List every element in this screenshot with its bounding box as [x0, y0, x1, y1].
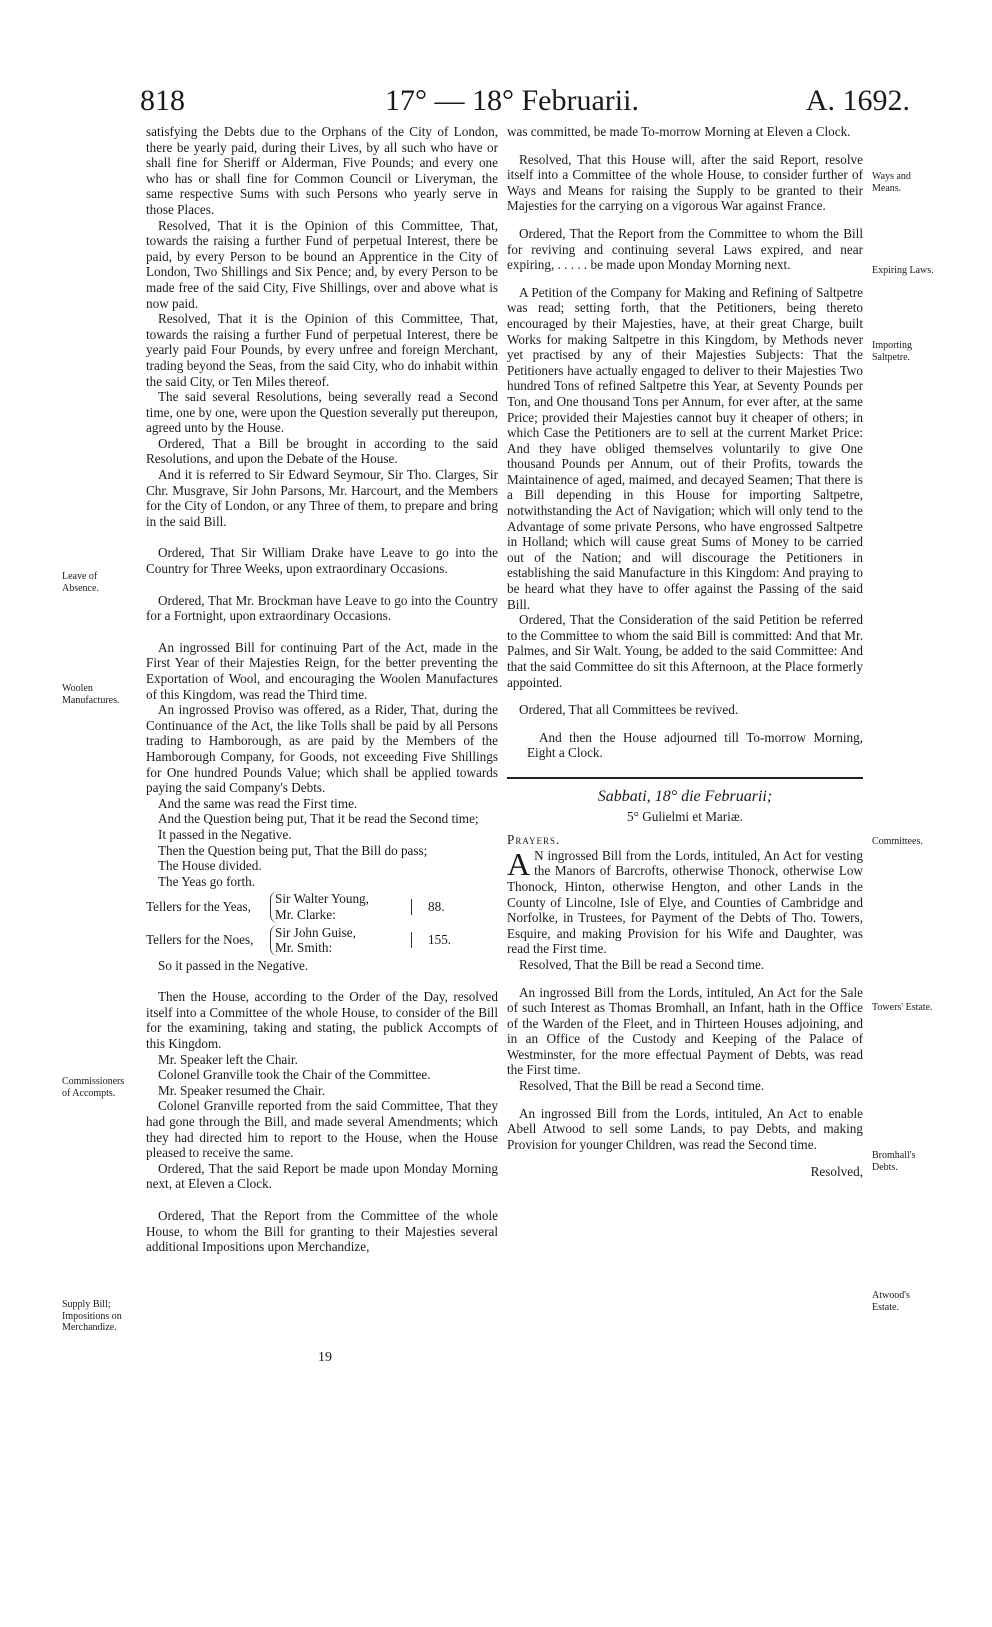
tellers-names [270, 925, 417, 956]
paragraph: And it is referred to Sir Edward Seymour, Sir Tho. Clarges, Sir Chr. Musgrave, Sir John Parsons, Mr. Harcourt, and the Members for the City of London, or any Three of them, to prepare and bring in the said Bill. [146, 467, 498, 529]
paragraph: And the Question being put, That it be read the Second time; [158, 811, 479, 827]
margin-note: Importing Saltpetre. [872, 340, 912, 363]
margin-note: Supply Bill; Impositions on Merchandize. [62, 1299, 122, 1333]
margin-note: Woolen Manufactures. [62, 683, 120, 706]
paragraph [507, 845, 863, 957]
paragraph: Resolved, That this House will, after the said Report, resolve itself into a Committee of the whole House, to consider further of Ways and Means for raising the Supply to be granted to their Majesties for the carrying on a vigorous War against France. [507, 151, 863, 214]
paragraph: An ingrossed Bill from the Lords, intituled, An Act for the Sale of such Interest as Thomas Bromhall, an Infant, hath in the Office of the Warden of the Fleet, and in Thirteen Houses adjoining, and in an Office of the Custody and Keeping of the Palace of Westminster, for the more effectual Payment of Debts, was read the First time. [507, 984, 863, 1078]
teller-name: Mr. Smith: [275, 940, 333, 956]
paragraph: Mr. Speaker left the Chair. [158, 1051, 298, 1067]
paragraph: Ordered, That Sir William Drake have Leave to go into the Country for Three Weeks, upon extraordinary Occasions. [146, 545, 498, 577]
margin-note: Leave of Absence. [62, 571, 99, 594]
page-date: 17° — 18° Februarii. [385, 84, 639, 117]
catchword: Resolved, [810, 1164, 863, 1180]
page-number: 818 [140, 84, 185, 117]
paragraph-text: N ingrossed Bill from the Lords, intituled, An Act for vesting the Manors of Barcrofts, otherwise Thonock, otherwise Low Thonock, Hinton, otherwise Hengton, and other Lands in the County of Lincolne, Isle of Elye, and Counties of Cambridge and Norfolke, in Trustees, for Payment of the Debts of Tho. Towers, Esquire, and making Provision for his Wife and Daughter, was read the First time. [507, 847, 863, 957]
paragraph: An ingrossed Proviso was offered, as a Rider, That, during the Continuance of the Act, the like Tolls shall be paid by all Persons trading to Hamborough, as are paid by the Members of the Hamborough Company, for Goods, not exceeding Five Shillings for One hundred Pounds Value; which shall be applied towards paying the said Company's Debts. [146, 702, 498, 796]
paragraph: Resolved, That it is the Opinion of this Committee, That, towards the raising a further Fund of perpetual Interest, there be paid, by every Person to be bound an Apprentice in the City of London, Two Shillings and Six Pence; and, by every Person to be made free of the said City, Five Shillings, over and above what is now paid. [146, 217, 498, 311]
prayers-heading: Prayers. [507, 832, 561, 848]
paragraph: Ordered, That the Consideration of the said Petition be referred to the Committee to whom the said Bill is committed: And that Mr. Palmes, and Sir Walt. Young, be added to the said Committee: And that the said Committee do sit this Afternoon, at the Place formerly appointed. [507, 612, 863, 690]
signature-mark: 19 [318, 1350, 332, 1365]
tellers-yeas [146, 891, 498, 922]
paragraph: The Yeas go forth. [158, 873, 256, 889]
tellers-names [270, 891, 417, 922]
page-year: A. 1692. [805, 84, 910, 117]
left-column [146, 124, 498, 1255]
paragraph: Then the Question being put, That the Bill do pass; [158, 842, 428, 858]
margin-note: Atwood's Estate. [872, 1290, 910, 1313]
margin-note: Committees. [872, 836, 923, 847]
paragraph: Ordered, That the Report from the Committee of the whole House, to whom the Bill for granting to their Majesties several additional Impositions upon Merchandize, [146, 1208, 498, 1255]
paragraph: A Petition of the Company for Making and Refining of Saltpetre was read; setting forth, that the Petitioners, being thereto encouraged by their Majesties, have, at their great Charge, built Works for making Saltpetre in this Kingdom, by Methods never yet practised by any of their Majesties Subjects: That the Petitioners have actually engaged to deliver to their Majesties Two hundred Tons of refined Saltpetre this Year, at Seventy Pounds per Ton, and One thousand Tons per Annum, for ever after, at the same Price; provided their Majesties cannot buy it cheaper of others; in which Case the Petitioners are to sell at the current Market Price: And they have obliged themselves voluntarily to give One thousand Pounds per Annum, out of their Profits, towards the Maintainence of aged, maimed, and decayed Seamen; That there is a Bill depending in this House for importing Saltpetre, notwithstanding the Act of Navigation; which will only tend to the Advantage of some private Persons, who have engrossed Saltpetre in Holland; which will cause great Sums of Money to be carried out of the Nation; and will discourage the Petitioners in establishing the said Manufacture in this Kingdom: And praying to be heard what they have to offer against the Passing of the said Bill. [507, 284, 863, 612]
paragraph: An ingrossed Bill for continuing Part of the Act, made in the First Year of their Majesties Reign, for the better preventing the Exportation of Wool, and encouraging the Woolen Manufactures of this Kingdom, was read the Third time. [146, 639, 498, 702]
teller-name: Mr. Clarke: [275, 906, 336, 922]
teller-name: Sir John Guise, [275, 924, 356, 940]
tellers-count: 88. [411, 899, 488, 915]
paragraph: Resolved, That the Bill be read a Second time. [519, 1078, 765, 1094]
paragraph: Colonel Granville took the Chair of the Committee. [158, 1067, 431, 1083]
drop-cap: A [507, 845, 531, 882]
tellers-label: Tellers for the Yeas, [146, 899, 251, 915]
paragraph: Colonel Granville reported from the said Committee, That they had gone through the Bill, and made several Amendments; which they had directed him to report to the House, when the House pleased to receive the same. [146, 1098, 498, 1161]
margin-note: Towers' Estate. [872, 1002, 933, 1013]
margin-note: Ways and Means. [872, 171, 911, 194]
paragraph: Ordered, That all Committees be revived. [519, 702, 739, 718]
margin-note: Expiring Laws. [872, 265, 934, 276]
paragraph: satisfying the Debts due to the Orphans of the City of London, there be yearly paid, during their Lives, by all such who have or shall fine for Sheriff or Alderman, Five Pounds; and every one who has or shall fine for Common Council or Liveryman, the same respective Sums with such Persons who yearly serve in those Places. [146, 124, 498, 217]
paragraph: Ordered, That a Bill be brought in according to the said Resolutions, and upon the Debate of the House. [146, 435, 498, 467]
teller-name: Sir Walter Young, [275, 891, 369, 907]
paragraph: The House divided. [158, 858, 262, 874]
margin-note: Bromhall's Debts. [872, 1150, 916, 1173]
margin-note: Commissioners of Accompts. [62, 1076, 125, 1099]
paragraph: The said several Resolutions, being severally read a Second time, one by one, were upon the Question severally put thereupon, agreed unto by the House. [146, 389, 498, 436]
page-header [140, 84, 910, 124]
tellers-label: Tellers for the Noes, [146, 932, 254, 948]
paragraph: was committed, be made To-morrow Morning at Eleven a Clock. [507, 124, 851, 139]
paragraph: And the same was read the First time. [158, 795, 358, 811]
paragraph: So it passed in the Negative. [158, 957, 309, 973]
day-heading: Sabbati, 18° die Februarii; [597, 787, 773, 805]
paragraph: Ordered, That the Report from the Committee to whom the Bill for reviving and continuing several Laws expired, and near expiring, . . . . . be made upon Monday Morning next. [507, 225, 863, 273]
paragraph: Ordered, That the said Report be made upon Monday Morning next, at Eleven a Clock. [146, 1160, 498, 1192]
paragraph: It passed in the Negative. [158, 826, 292, 842]
regnal-year: 5° Gulielmi et Mariæ. [627, 808, 743, 824]
right-column [507, 124, 863, 1180]
paragraph: And then the House adjourned till To-morrow Morning, Eight a Clock. [527, 729, 863, 761]
tellers-noes [146, 925, 498, 956]
section-rule [507, 777, 863, 779]
paragraph: Mr. Speaker resumed the Chair. [158, 1082, 325, 1098]
paragraph: An ingrossed Bill from the Lords, intituled, An Act to enable Abell Atwood to sell some Lands, to pay Debts, and making Provision for younger Children, was read the Second time. [507, 1105, 863, 1152]
paragraph: Resolved, That the Bill be read a Second time. [519, 956, 765, 972]
paragraph: Then the House, according to the Order of the Day, resolved itself into a Committee of the whole House, to consider of the Bill for the examining, taking and stating, the publick Accompts of this Kingdom. [146, 989, 498, 1052]
tellers-count: 155. [411, 932, 488, 948]
paragraph: Ordered, That Mr. Brockman have Leave to go into the Country for a Fortnight, upon extraordinary Occasions. [146, 592, 498, 624]
paragraph: Resolved, That it is the Opinion of this Committee, That, towards the raising a further Fund of perpetual Interest, there be yearly paid Four Pounds, by every unfree and foreign Merchant, trading beyond the Seas, from the said City, who do inhabit within the said City, or Ten Miles thereof. [146, 311, 498, 389]
